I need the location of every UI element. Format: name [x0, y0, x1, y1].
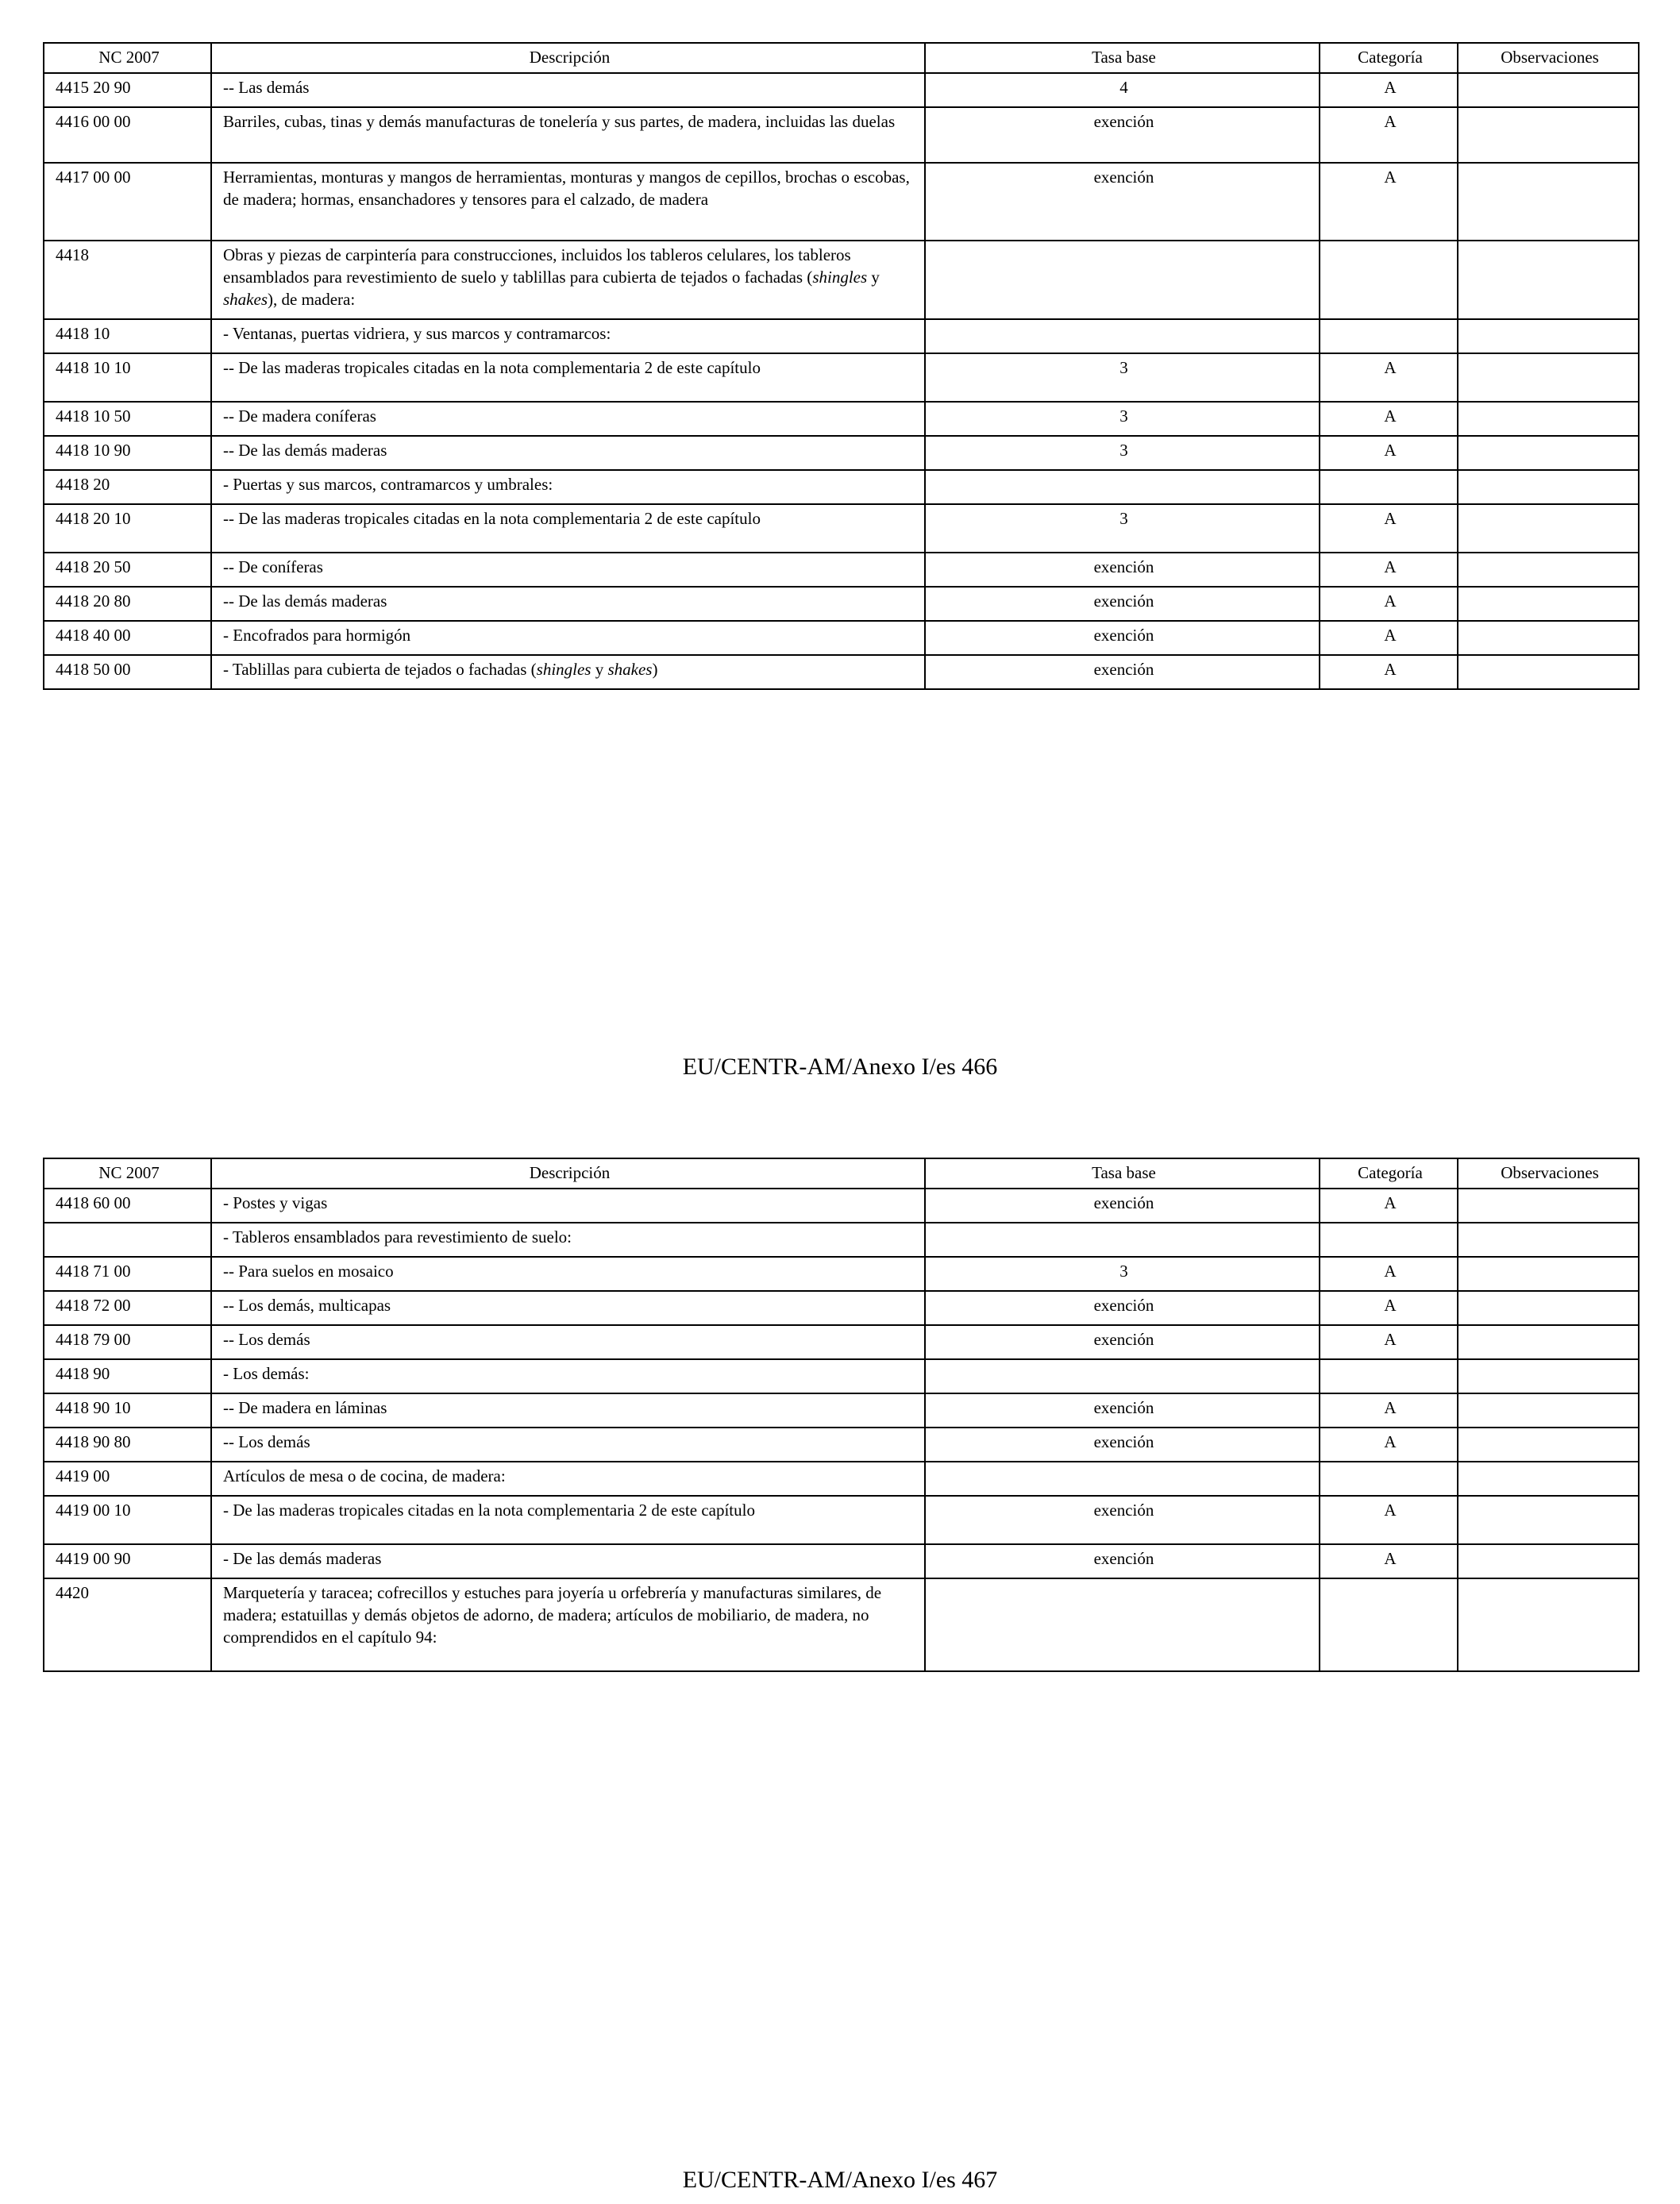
- header-descripcion: Descripción: [211, 1158, 925, 1189]
- observations: [1458, 504, 1639, 553]
- description-text: - Tablillas para cubierta de tejados o fachadas (: [223, 660, 537, 679]
- observations: [1458, 470, 1639, 504]
- base-rate: [925, 470, 1320, 504]
- table-row: [44, 1428, 1639, 1462]
- table-row: [44, 1223, 1639, 1257]
- base-rate: exención: [925, 587, 1320, 621]
- base-rate: exención: [925, 1189, 1320, 1223]
- observations: [1458, 1393, 1639, 1428]
- category: [1320, 470, 1458, 504]
- nc-code: 4418 90 80: [44, 1428, 211, 1462]
- description: - Puertas y sus marcos, contramarcos y umbrales:: [211, 470, 925, 504]
- description: Barriles, cubas, tinas y demás manufacturas de tonelería y sus partes, de madera, incluidas las duelas: [211, 107, 925, 163]
- base-rate: exención: [925, 621, 1320, 655]
- nc-code: 4418: [44, 241, 211, 319]
- category: A: [1320, 107, 1458, 163]
- table-row: [44, 1189, 1639, 1223]
- category: A: [1320, 402, 1458, 436]
- description: -- De las maderas tropicales citadas en la nota complementaria 2 de este capítulo: [211, 504, 925, 553]
- table-row: [44, 470, 1639, 504]
- table-row: [44, 436, 1639, 470]
- nc-code: 4415 20 90: [44, 73, 211, 107]
- base-rate: [925, 1462, 1320, 1496]
- description: - Encofrados para hormigón: [211, 621, 925, 655]
- table-header-row: [44, 43, 1639, 73]
- table-row: [44, 504, 1639, 553]
- description-text: ): [652, 660, 658, 679]
- description: - De las demás maderas: [211, 1544, 925, 1578]
- observations: [1458, 1189, 1639, 1223]
- base-rate: exención: [925, 163, 1320, 241]
- base-rate: 3: [925, 436, 1320, 470]
- nc-code: 4419 00 90: [44, 1544, 211, 1578]
- header-observaciones: Observaciones: [1458, 1158, 1639, 1189]
- header-descripcion: Descripción: [211, 43, 925, 73]
- base-rate: exención: [925, 1325, 1320, 1359]
- table-row: [44, 241, 1639, 319]
- base-rate: [925, 1359, 1320, 1393]
- nc-code: 4418 10 50: [44, 402, 211, 436]
- observations: [1458, 1325, 1639, 1359]
- category: A: [1320, 1291, 1458, 1325]
- nc-code: 4419 00: [44, 1462, 211, 1496]
- observations: [1458, 655, 1639, 689]
- page-footer-467: EU/CENTR-AM/Anexo I/es 467: [682, 2167, 998, 2193]
- observations: [1458, 1428, 1639, 1462]
- observations: [1458, 319, 1639, 353]
- category: [1320, 319, 1458, 353]
- table-row: [44, 163, 1639, 241]
- nc-code: 4418 90: [44, 1359, 211, 1393]
- nc-code: 4418 10 90: [44, 436, 211, 470]
- nc-code: 4418 40 00: [44, 621, 211, 655]
- category: A: [1320, 621, 1458, 655]
- nc-code: 4418 79 00: [44, 1325, 211, 1359]
- description-text: Obras y piezas de carpintería para construcciones, incluidos los tableros celulares, los tableros ensamblados para revestimiento de suelo y tablillas para cubierta de tejados o fachadas (: [223, 245, 851, 287]
- table-row: [44, 1257, 1639, 1291]
- header-observaciones: Observaciones: [1458, 43, 1639, 73]
- table-row: [44, 553, 1639, 587]
- category: [1320, 1578, 1458, 1671]
- description: -- Las demás: [211, 73, 925, 107]
- description-text: y: [867, 268, 880, 287]
- header-nc-2007: NC 2007: [44, 1158, 211, 1189]
- table-row: [44, 655, 1639, 689]
- category: A: [1320, 163, 1458, 241]
- description: - Los demás:: [211, 1359, 925, 1393]
- category: A: [1320, 1428, 1458, 1462]
- base-rate: exención: [925, 1496, 1320, 1544]
- category: A: [1320, 553, 1458, 587]
- category: A: [1320, 1189, 1458, 1223]
- description-italic: shingles: [812, 268, 868, 287]
- observations: [1458, 587, 1639, 621]
- observations: [1458, 241, 1639, 319]
- category: A: [1320, 587, 1458, 621]
- base-rate: 4: [925, 73, 1320, 107]
- description: -- De coníferas: [211, 553, 925, 587]
- description: Artículos de mesa o de cocina, de madera:: [211, 1462, 925, 1496]
- header-nc-2007: NC 2007: [44, 43, 211, 73]
- nc-code: 4418 71 00: [44, 1257, 211, 1291]
- category: A: [1320, 504, 1458, 553]
- table-row: [44, 1496, 1639, 1544]
- observations: [1458, 1544, 1639, 1578]
- category: A: [1320, 436, 1458, 470]
- nc-code: 4419 00 10: [44, 1496, 211, 1544]
- observations: [1458, 1291, 1639, 1325]
- base-rate: exención: [925, 1544, 1320, 1578]
- observations: [1458, 107, 1639, 163]
- category: A: [1320, 1496, 1458, 1544]
- observations: [1458, 553, 1639, 587]
- description: -- De las demás maderas: [211, 436, 925, 470]
- tariff-table-page-467: [43, 1158, 1640, 1672]
- nc-code: 4418 20 10: [44, 504, 211, 553]
- table-row: [44, 1359, 1639, 1393]
- category: [1320, 1462, 1458, 1496]
- observations: [1458, 163, 1639, 241]
- description: -- Para suelos en mosaico: [211, 1257, 925, 1291]
- base-rate: 3: [925, 402, 1320, 436]
- description: - De las maderas tropicales citadas en la nota complementaria 2 de este capítulo: [211, 1496, 925, 1544]
- description: -- De las maderas tropicales citadas en la nota complementaria 2 de este capítulo: [211, 353, 925, 402]
- base-rate: exención: [925, 1291, 1320, 1325]
- description: -- De madera coníferas: [211, 402, 925, 436]
- base-rate: 3: [925, 504, 1320, 553]
- description: [211, 655, 925, 689]
- base-rate: exención: [925, 1428, 1320, 1462]
- observations: [1458, 1359, 1639, 1393]
- category: A: [1320, 353, 1458, 402]
- nc-code: 4418 60 00: [44, 1189, 211, 1223]
- base-rate: exención: [925, 107, 1320, 163]
- description-text: y: [591, 660, 608, 679]
- category: A: [1320, 655, 1458, 689]
- header-categoria: Categoría: [1320, 43, 1458, 73]
- table-row: [44, 1291, 1639, 1325]
- table-row: [44, 1325, 1639, 1359]
- description-italic: shakes: [607, 660, 653, 679]
- nc-code: 4418 20 80: [44, 587, 211, 621]
- description: - Ventanas, puertas vidriera, y sus marcos y contramarcos:: [211, 319, 925, 353]
- description: - Postes y vigas: [211, 1189, 925, 1223]
- table-header-row: [44, 1158, 1639, 1189]
- table-row: [44, 353, 1639, 402]
- base-rate: [925, 319, 1320, 353]
- category: A: [1320, 1325, 1458, 1359]
- description-italic: shakes: [223, 290, 268, 309]
- description: -- Los demás, multicapas: [211, 1291, 925, 1325]
- base-rate: [925, 1223, 1320, 1257]
- table-row: [44, 107, 1639, 163]
- nc-code: 4418 10 10: [44, 353, 211, 402]
- nc-code: [44, 1223, 211, 1257]
- description: - Tableros ensamblados para revestimiento de suelo:: [211, 1223, 925, 1257]
- description: [211, 241, 925, 319]
- description: Marquetería y taracea; cofrecillos y estuches para joyería u orfebrería y manufacturas similares, de madera; estatuillas y demás objetos de adorno, de madera; artículos de mobiliario, de madera, no comprendidos en el capítulo 94:: [211, 1578, 925, 1671]
- table-row: [44, 1393, 1639, 1428]
- table-row: [44, 1578, 1639, 1671]
- nc-code: 4418 72 00: [44, 1291, 211, 1325]
- base-rate: exención: [925, 1393, 1320, 1428]
- description: -- Los demás: [211, 1325, 925, 1359]
- nc-code: 4417 00 00: [44, 163, 211, 241]
- nc-code: 4418 20 50: [44, 553, 211, 587]
- observations: [1458, 1578, 1639, 1671]
- nc-code: 4418 90 10: [44, 1393, 211, 1428]
- header-categoria: Categoría: [1320, 1158, 1458, 1189]
- nc-code: 4420: [44, 1578, 211, 1671]
- description: -- De madera en láminas: [211, 1393, 925, 1428]
- observations: [1458, 436, 1639, 470]
- observations: [1458, 1462, 1639, 1496]
- nc-code: 4418 20: [44, 470, 211, 504]
- tariff-table-page-466: [43, 42, 1640, 690]
- nc-code: 4416 00 00: [44, 107, 211, 163]
- observations: [1458, 1223, 1639, 1257]
- table-row: [44, 1462, 1639, 1496]
- category: A: [1320, 1393, 1458, 1428]
- base-rate: exención: [925, 553, 1320, 587]
- table-row: [44, 1544, 1639, 1578]
- base-rate: 3: [925, 353, 1320, 402]
- base-rate: exención: [925, 655, 1320, 689]
- table-row: [44, 621, 1639, 655]
- nc-code: 4418 10: [44, 319, 211, 353]
- category: A: [1320, 1544, 1458, 1578]
- observations: [1458, 1257, 1639, 1291]
- page-footer-466: EU/CENTR-AM/Anexo I/es 466: [682, 1054, 998, 1080]
- header-tasa-base: Tasa base: [925, 43, 1320, 73]
- observations: [1458, 402, 1639, 436]
- category: A: [1320, 73, 1458, 107]
- nc-code: 4418 50 00: [44, 655, 211, 689]
- observations: [1458, 353, 1639, 402]
- base-rate: [925, 1578, 1320, 1671]
- description: -- Los demás: [211, 1428, 925, 1462]
- observations: [1458, 1496, 1639, 1544]
- description: -- De las demás maderas: [211, 587, 925, 621]
- description-italic: shingles: [536, 660, 591, 679]
- table-row: [44, 73, 1639, 107]
- category: [1320, 1223, 1458, 1257]
- category: [1320, 241, 1458, 319]
- category: A: [1320, 1257, 1458, 1291]
- observations: [1458, 621, 1639, 655]
- description-text: ), de madera:: [268, 290, 356, 309]
- table-row: [44, 319, 1639, 353]
- base-rate: [925, 241, 1320, 319]
- header-tasa-base: Tasa base: [925, 1158, 1320, 1189]
- description: Herramientas, monturas y mangos de herramientas, monturas y mangos de cepillos, brochas o escobas, de madera; hormas, ensanchadores y tensores para el calzado, de madera: [211, 163, 925, 241]
- table-row: [44, 587, 1639, 621]
- base-rate: 3: [925, 1257, 1320, 1291]
- category: [1320, 1359, 1458, 1393]
- observations: [1458, 73, 1639, 107]
- table-row: [44, 402, 1639, 436]
